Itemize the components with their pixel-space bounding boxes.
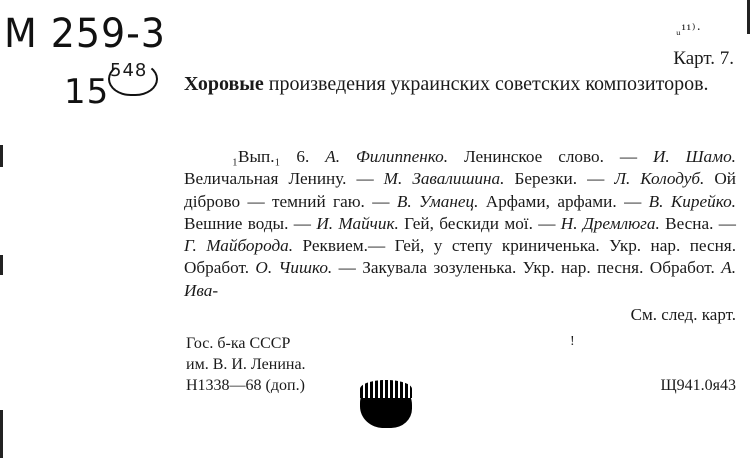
library-record: Н1338—68 (доп.) xyxy=(186,377,305,394)
author-name: О. Чишко. xyxy=(255,258,333,278)
see-next-card: См. след. карт. xyxy=(630,305,736,324)
author-name: В. Уманец. xyxy=(396,191,479,211)
author-name: А. Филиппенко. xyxy=(325,147,449,166)
card-body xyxy=(184,146,736,302)
title-rest: произведения украинских советских композиторов. xyxy=(263,73,709,95)
body-text: Вешние воды. — xyxy=(184,213,317,233)
author-name: В. Кирейко. xyxy=(648,191,736,211)
shelf-mark: M 259-3 xyxy=(4,11,166,57)
card-title xyxy=(184,72,736,96)
author-name: М. Завалишина. xyxy=(383,169,505,189)
classification-code: Щ941.0я43 xyxy=(660,377,736,394)
library-block xyxy=(186,333,306,396)
punch-hole-texture-icon xyxy=(360,380,412,398)
body-text: Величальная Ленину. — xyxy=(184,169,384,189)
left-edge-mark xyxy=(0,255,3,275)
body-text: Арфами, арфами. — xyxy=(478,191,649,211)
top-marks: ᵤ¹¹⁾· xyxy=(676,23,703,38)
circled-number: 548 xyxy=(110,60,148,81)
body-text: — Закувала зозуленька. Укр. нар. песня. Обработ. xyxy=(332,258,722,278)
body-text: ₁Вып.₁ 6. xyxy=(232,147,326,166)
body-text: Березки. — xyxy=(504,169,615,189)
card-number: Карт. 7. xyxy=(673,48,734,69)
author-name: А. Ива- xyxy=(184,258,736,300)
library-name: Гос. б-ка СССР xyxy=(186,335,291,352)
body-text: Весна. — xyxy=(659,213,736,233)
title-bold: Хоровые xyxy=(184,73,264,95)
library-subname: им. В. И. Ленина. xyxy=(186,356,306,373)
copy-number: 15 xyxy=(64,72,110,112)
author-name: Н. Дремлюга. xyxy=(560,213,660,233)
author-name: И. Майчик. xyxy=(316,213,399,233)
author-name: Г. Майборода. xyxy=(184,236,294,256)
author-name: Л. Колодуб. xyxy=(614,169,705,189)
left-edge-mark xyxy=(0,145,3,167)
body-text: Ленинское слово. — xyxy=(448,147,653,166)
body-text: Реквием.— Гей, у степу криниченька. Укр. нар. песня. Обработ. xyxy=(184,236,736,278)
left-edge-mark xyxy=(0,410,3,458)
body-text: Ой дiброво — темний гаю. — xyxy=(184,169,736,211)
body-text: Гей, бескиди мої. — xyxy=(398,213,561,233)
stray-mark: ! xyxy=(570,334,575,349)
author-name: И. Шамо. xyxy=(652,147,736,166)
